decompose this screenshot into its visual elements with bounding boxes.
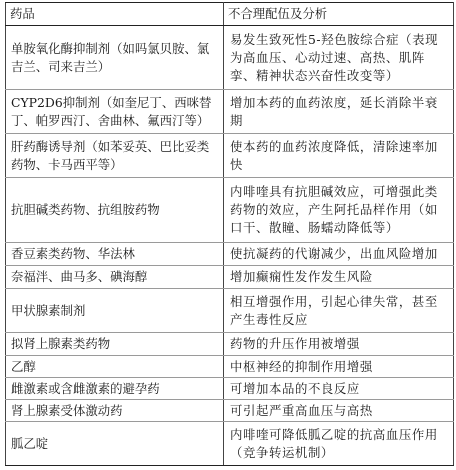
analysis-cell: 易发生致死性5-羟色胺综合症（表现为高血压、心动过速、高热、肌阵挛、精神状态兴奋性改变等）	[224, 26, 454, 90]
table-row	[6, 90, 454, 134]
analysis-cell: 内啡喹具有抗胆碱效应，可增强此类药物的效应，产生阿托品样作用（如口干、散瞳、肠蠕动降低等）	[224, 178, 454, 243]
table-row	[6, 266, 454, 289]
drug-cell: 拟肾上腺素类药物	[6, 333, 224, 356]
analysis-cell: 相互增强作用，引起心律失常，甚至产生毒性反应	[224, 289, 454, 333]
drug-cell: 抗胆碱类药物、抗组胺药物	[6, 178, 224, 243]
analysis-cell: 增加癫痫性发作发生风险	[224, 266, 454, 289]
table-row	[6, 243, 454, 266]
drug-cell: 乙醇	[6, 356, 224, 378]
drug-cell: 肝药酶诱导剂（如苯妥英、巴比妥类药物、卡马西平等）	[6, 134, 224, 178]
header-analysis: 不合理配伍及分析	[224, 3, 454, 26]
analysis-cell: 使抗凝药的代谢减少，出血风险增加	[224, 243, 454, 266]
analysis-cell: 增加本药的血药浓度，延长消除半衰期	[224, 90, 454, 134]
analysis-cell: 药物的升压作用被增强	[224, 333, 454, 356]
table-row	[6, 333, 454, 356]
document-page	[5, 2, 453, 465]
analysis-cell: 可增加本品的不良反应	[224, 378, 454, 400]
table-row	[6, 356, 454, 378]
drug-cell: 肾上腺素受体激动药	[6, 400, 224, 422]
table-row	[6, 289, 454, 333]
table-row	[6, 134, 454, 178]
table-header-row	[6, 3, 454, 26]
analysis-cell: 内啡喹可降低胍乙啶的抗高血压作用（竞争转运机制）	[224, 422, 454, 466]
analysis-cell: 中枢神经的抑制作用增强	[224, 356, 454, 378]
drug-cell: 胍乙啶	[6, 422, 224, 466]
table-row	[6, 422, 454, 466]
drug-interaction-table	[5, 2, 454, 466]
analysis-cell: 可引起严重高血压与高热	[224, 400, 454, 422]
drug-cell: 单胺氧化酶抑制剂（如吗氯贝胺、氯吉兰、司来吉兰）	[6, 26, 224, 90]
drug-cell: CYP2D6抑制剂（如奎尼丁、西咪替丁、帕罗西汀、舍曲林、氟西汀等）	[6, 90, 224, 134]
drug-cell: 香豆素类药物、华法林	[6, 243, 224, 266]
drug-cell: 雌激素或含雌激素的避孕药	[6, 378, 224, 400]
table-row	[6, 178, 454, 243]
table-row	[6, 378, 454, 400]
table-row	[6, 26, 454, 90]
table-row	[6, 400, 454, 422]
analysis-cell: 使本药的血药浓度降低，清除速率加快	[224, 134, 454, 178]
drug-cell: 甲状腺素制剂	[6, 289, 224, 333]
header-drug: 药品	[6, 3, 224, 26]
drug-cell: 奈福泮、曲马多、碘海醇	[6, 266, 224, 289]
